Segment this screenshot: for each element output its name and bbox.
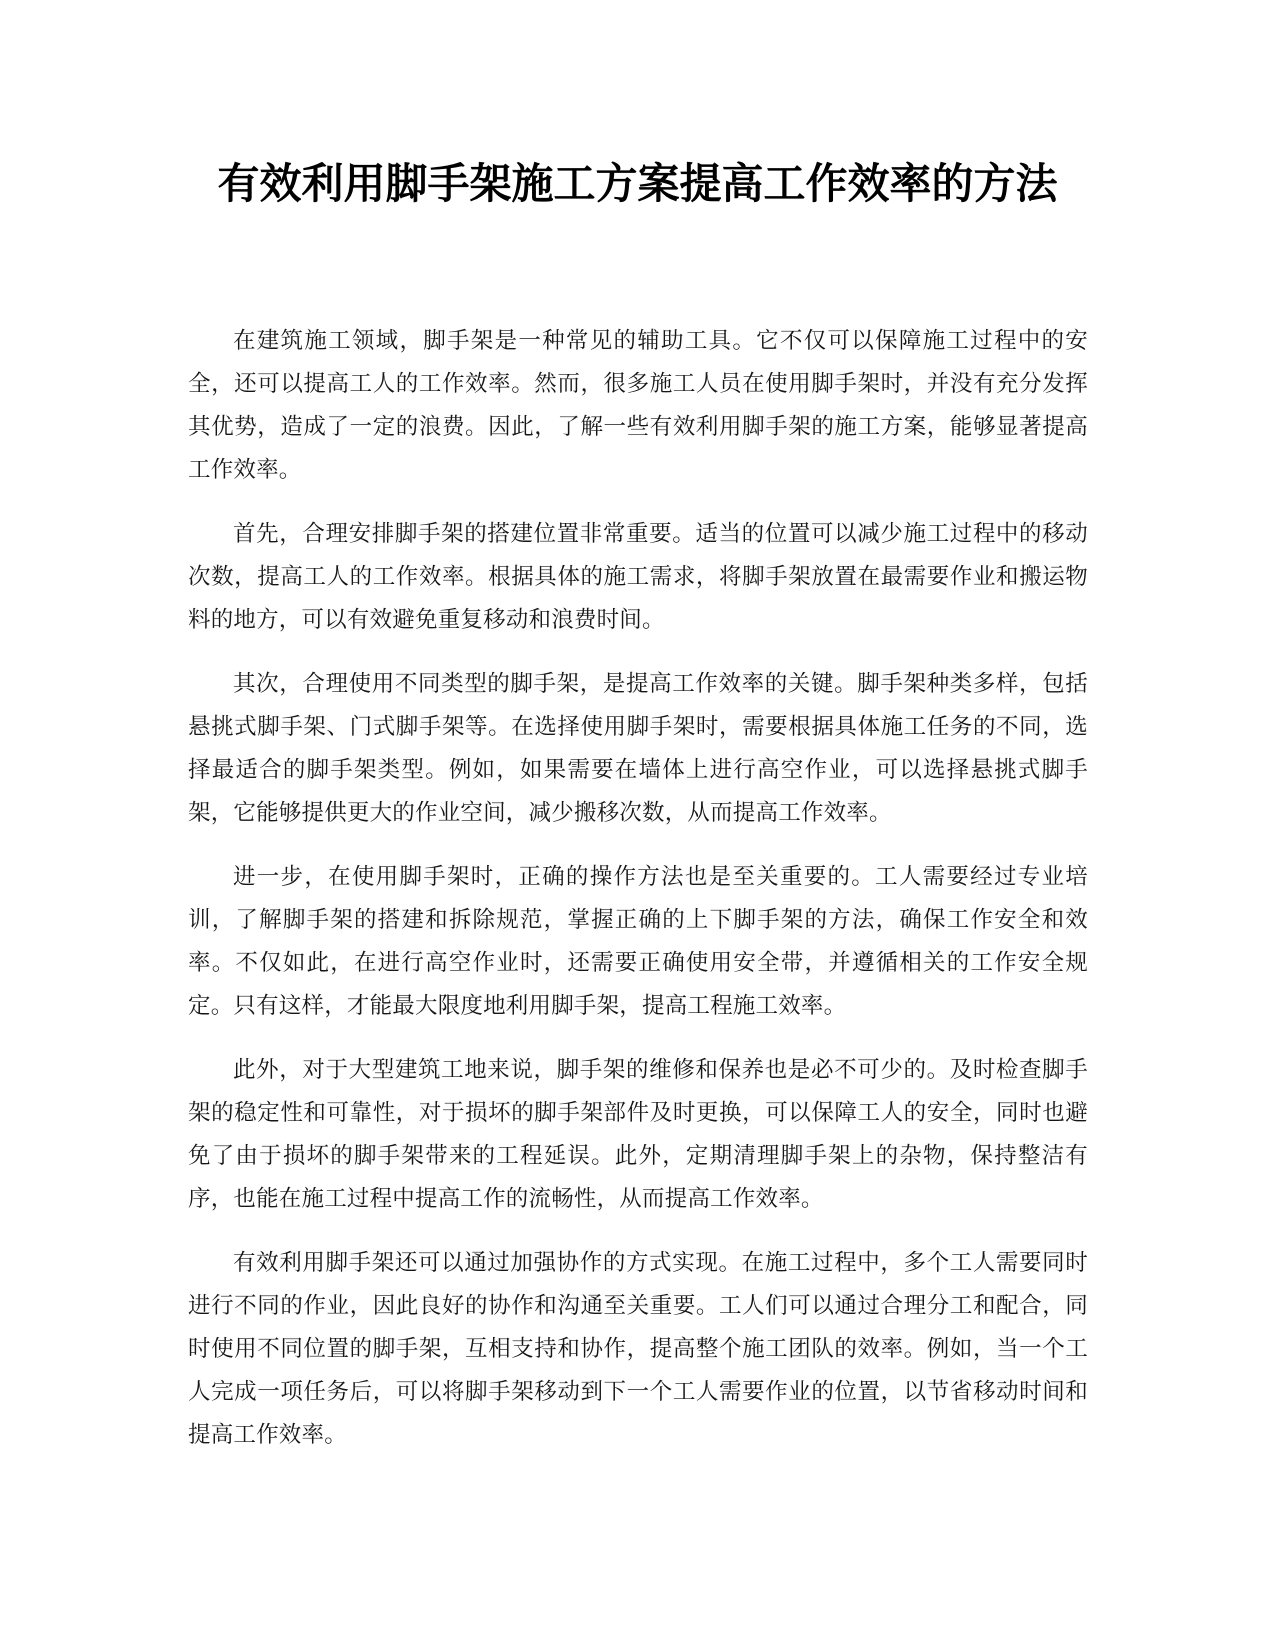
paragraph-6: 有效利用脚手架还可以通过加强协作的方式实现。在施工过程中，多个工人需要同时进行不同的作业，因此良好的协作和沟通至关重要。工人们可以通过合理分工和配合，同时使用不同位置的脚手架，互相支持和协作，提高整个施工团队的效率。例如，当一个工人完成一项任务后，可以将脚手架移动到下一个工人需要作业的位置，以节省移动时间和提高工作效率。 — [188, 1250, 1088, 1448]
document-title: 有效利用脚手架施工方案提高工作效率的方法 — [217, 159, 1058, 208]
paragraph-5: 此外，对于大型建筑工地来说，脚手架的维修和保养也是必不可少的。及时检查脚手架的稳定性和可靠性，对于损坏的脚手架部件及时更换，可以保障工人的安全，同时也避免了由于损坏的脚手架带来的工程延误。此外，定期清理脚手架上的杂物，保持整洁有序，也能在施工过程中提高工作的流畅性，从而提高工作效率。 — [188, 1057, 1088, 1212]
paragraph-1: 在建筑施工领域，脚手架是一种常见的辅助工具。它不仅可以保障施工过程中的安全，还可以提高工人的工作效率。然而，很多施工人员在使用脚手架时，并没有充分发挥其优势，造成了一定的浪费。因此，了解一些有效利用脚手架的施工方案，能够显著提高工作效率。 — [188, 328, 1088, 483]
document-body — [188, 320, 1088, 1478]
paragraph-3: 其次，合理使用不同类型的脚手架，是提高工作效率的关键。脚手架种类多样，包括悬挑式脚手架、门式脚手架等。在选择使用脚手架时，需要根据具体施工任务的不同，选择最适合的脚手架类型。例如，如果需要在墙体上进行高空作业，可以选择悬挑式脚手架，它能够提供更大的作业空间，减少搬移次数，从而提高工作效率。 — [188, 671, 1088, 826]
paragraph-4: 进一步，在使用脚手架时，正确的操作方法也是至关重要的。工人需要经过专业培训，了解脚手架的搭建和拆除规范，掌握正确的上下脚手架的方法，确保工作安全和效率。不仅如此，在进行高空作业时，还需要正确使用安全带，并遵循相关的工作安全规定。只有这样，才能最大限度地利用脚手架，提高工程施工效率。 — [188, 864, 1088, 1019]
paragraph-2: 首先，合理安排脚手架的搭建位置非常重要。适当的位置可以减少施工过程中的移动次数，提高工人的工作效率。根据具体的施工需求，将脚手架放置在最需要作业和搬运物料的地方，可以有效避免重复移动和浪费时间。 — [188, 521, 1088, 633]
